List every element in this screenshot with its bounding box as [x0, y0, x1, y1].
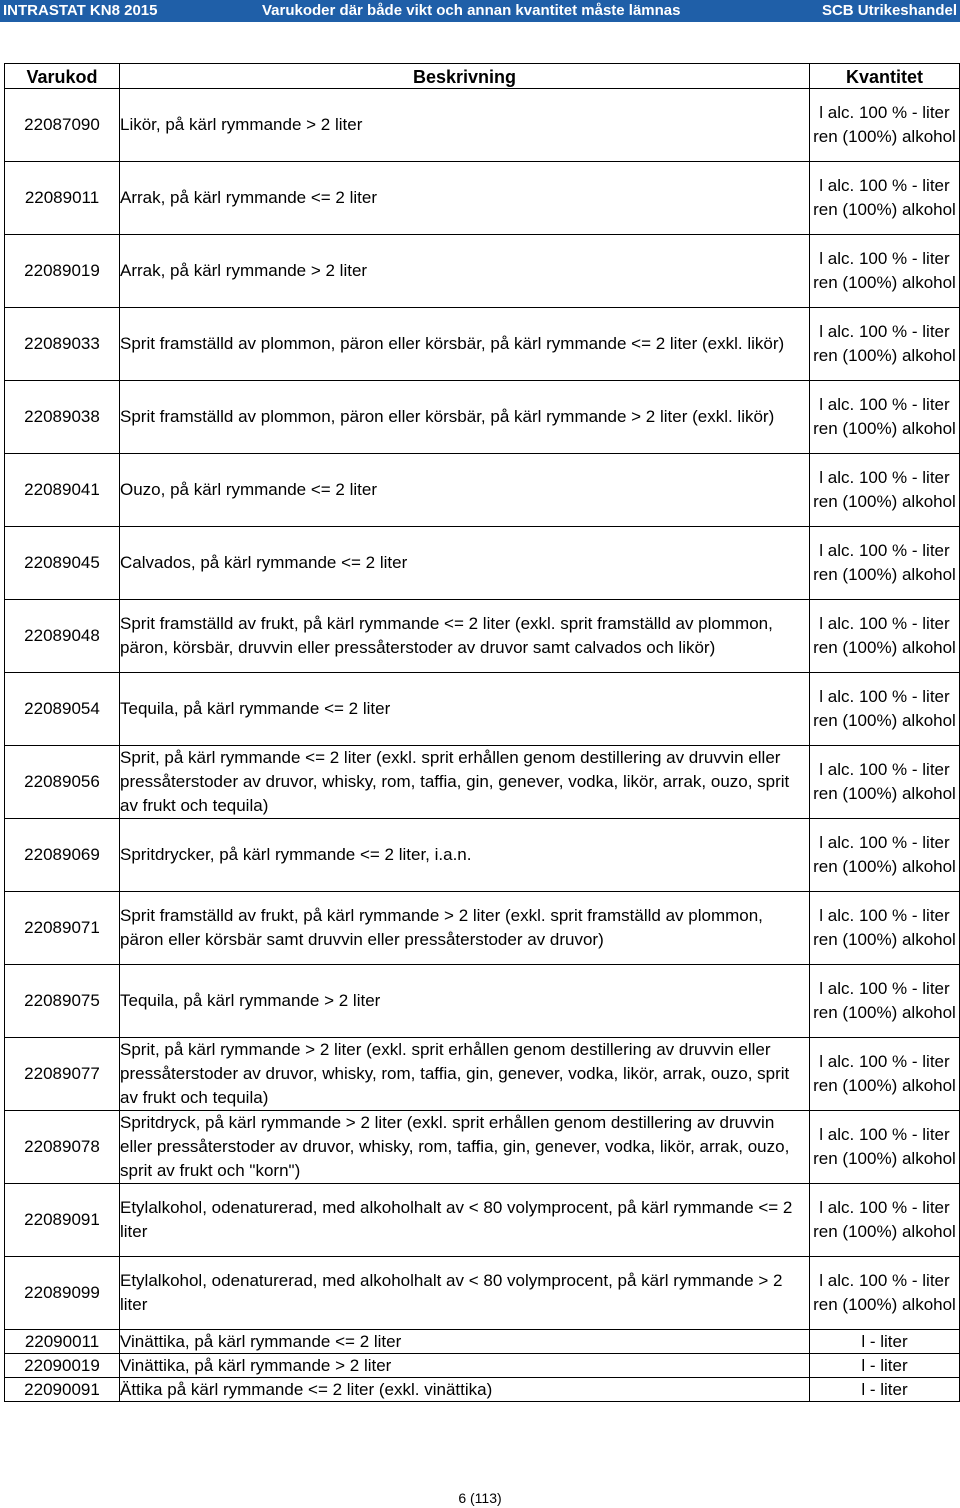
- row-quantity-unit: l alc. 100 % - liter ren (100%) alkohol: [810, 1038, 960, 1111]
- row-description: Likör, på kärl rymmande > 2 liter: [120, 89, 810, 162]
- table-row: [5, 454, 960, 527]
- header-right-title: SCB Utrikeshandel: [821, 2, 957, 19]
- column-header-kvantitet: Kvantitet: [810, 64, 960, 89]
- row-description: Sprit framställd av plommon, päron eller körsbär, på kärl rymmande > 2 liter (exkl. likör): [120, 381, 810, 454]
- row-code: 22089071: [5, 892, 120, 965]
- table-header-row: [5, 64, 960, 89]
- row-quantity-unit: l alc. 100 % - liter ren (100%) alkohol: [810, 308, 960, 381]
- row-code: 22087090: [5, 89, 120, 162]
- table-row: [5, 1038, 960, 1111]
- row-description: Tequila, på kärl rymmande > 2 liter: [120, 965, 810, 1038]
- table-row: [5, 308, 960, 381]
- column-header-beskrivning: Beskrivning: [120, 64, 810, 89]
- row-description: Arrak, på kärl rymmande <= 2 liter: [120, 162, 810, 235]
- row-quantity-unit: l - liter: [810, 1378, 960, 1402]
- row-code: 22089099: [5, 1257, 120, 1330]
- row-description: Etylalkohol, odenaturerad, med alkoholhalt av < 80 volymprocent, på kärl rymmande > 2 liter: [120, 1257, 810, 1330]
- row-quantity-unit: l alc. 100 % - liter ren (100%) alkohol: [810, 162, 960, 235]
- table-row: [5, 162, 960, 235]
- row-quantity-unit: l alc. 100 % - liter ren (100%) alkohol: [810, 527, 960, 600]
- table-row: [5, 892, 960, 965]
- row-code: 22089069: [5, 819, 120, 892]
- row-code: 22089041: [5, 454, 120, 527]
- table-row: [5, 673, 960, 746]
- row-description: Arrak, på kärl rymmande > 2 liter: [120, 235, 810, 308]
- row-code: 22089091: [5, 1184, 120, 1257]
- row-quantity-unit: l alc. 100 % - liter ren (100%) alkohol: [810, 892, 960, 965]
- row-description: Sprit framställd av frukt, på kärl rymmande > 2 liter (exkl. sprit framställd av plommon, päron eller körsbär samt druvvin eller pressåterstoder av druvor): [120, 892, 810, 965]
- row-quantity-unit: l alc. 100 % - liter ren (100%) alkohol: [810, 673, 960, 746]
- table-row: [5, 381, 960, 454]
- row-code: 22089033: [5, 308, 120, 381]
- commodity-code-table: [4, 63, 960, 1402]
- row-description: Vinättika, på kärl rymmande <= 2 liter: [120, 1330, 810, 1354]
- table-row: [5, 527, 960, 600]
- row-quantity-unit: l alc. 100 % - liter ren (100%) alkohol: [810, 746, 960, 819]
- table-row: [5, 89, 960, 162]
- row-code: 22089011: [5, 162, 120, 235]
- table-row: [5, 819, 960, 892]
- row-quantity-unit: l - liter: [810, 1354, 960, 1378]
- row-description: Etylalkohol, odenaturerad, med alkoholhalt av < 80 volymprocent, på kärl rymmande <= 2 liter: [120, 1184, 810, 1257]
- row-description: Tequila, på kärl rymmande <= 2 liter: [120, 673, 810, 746]
- row-quantity-unit: l alc. 100 % - liter ren (100%) alkohol: [810, 1257, 960, 1330]
- table-row: [5, 1257, 960, 1330]
- table-row: [5, 1378, 960, 1402]
- row-description: Sprit, på kärl rymmande > 2 liter (exkl. sprit erhållen genom destillering av druvvin eller pressåterstoder av druvor, whisky, rom, taffia, gin, genever, vodka, likör, arrak, ouzo, sprit av frukt och tequila): [120, 1038, 810, 1111]
- row-quantity-unit: l alc. 100 % - liter ren (100%) alkohol: [810, 454, 960, 527]
- row-quantity-unit: l alc. 100 % - liter ren (100%) alkohol: [810, 381, 960, 454]
- row-code: 22090011: [5, 1330, 120, 1354]
- table-row: [5, 1330, 960, 1354]
- table-row: [5, 1111, 960, 1184]
- row-description: Sprit framställd av frukt, på kärl rymmande <= 2 liter (exkl. sprit framställd av plommon, päron, körsbär, druvvin eller pressåterstoder av druvor samt calvados och likör): [120, 600, 810, 673]
- row-description: Sprit framställd av plommon, päron eller körsbär, på kärl rymmande <= 2 liter (exkl. likör): [120, 308, 810, 381]
- table-row: [5, 965, 960, 1038]
- row-code: 22089078: [5, 1111, 120, 1184]
- row-quantity-unit: l alc. 100 % - liter ren (100%) alkohol: [810, 89, 960, 162]
- row-code: 22090091: [5, 1378, 120, 1402]
- header-left-title: INTRASTAT KN8 2015: [3, 2, 158, 19]
- row-code: 22089077: [5, 1038, 120, 1111]
- row-quantity-unit: l - liter: [810, 1330, 960, 1354]
- row-code: 22089056: [5, 746, 120, 819]
- row-code: 22089054: [5, 673, 120, 746]
- row-code: 22089038: [5, 381, 120, 454]
- header-center-title: Varukoder där både vikt och annan kvantitet måste lämnas: [262, 2, 681, 19]
- row-code: 22089045: [5, 527, 120, 600]
- row-description: Sprit, på kärl rymmande <= 2 liter (exkl. sprit erhållen genom destillering av druvvin eller pressåterstoder av druvor, whisky, rom, taffia, gin, genever, vodka, likör, arrak, ouzo, sprit av frukt och tequila): [120, 746, 810, 819]
- row-quantity-unit: l alc. 100 % - liter ren (100%) alkohol: [810, 965, 960, 1038]
- row-quantity-unit: l alc. 100 % - liter ren (100%) alkohol: [810, 235, 960, 308]
- table-row: [5, 1354, 960, 1378]
- column-header-varukod: Varukod: [5, 64, 120, 89]
- row-description: Ättika på kärl rymmande <= 2 liter (exkl. vinättika): [120, 1378, 810, 1402]
- table-row: [5, 235, 960, 308]
- row-quantity-unit: l alc. 100 % - liter ren (100%) alkohol: [810, 1111, 960, 1184]
- row-description: Spritdryck, på kärl rymmande > 2 liter (exkl. sprit erhållen genom destillering av druvvin eller pressåterstoder av druvor, whisky, rom, taffia, gin, genever, vodka, likör, arrak, ouzo, sprit av frukt och "korn"): [120, 1111, 810, 1184]
- row-quantity-unit: l alc. 100 % - liter ren (100%) alkohol: [810, 600, 960, 673]
- table-row: [5, 746, 960, 819]
- header-bar: [0, 0, 960, 22]
- table-row: [5, 600, 960, 673]
- row-description: Ouzo, på kärl rymmande <= 2 liter: [120, 454, 810, 527]
- row-code: 22089075: [5, 965, 120, 1038]
- row-description: Calvados, på kärl rymmande <= 2 liter: [120, 527, 810, 600]
- row-description: Spritdrycker, på kärl rymmande <= 2 liter, i.a.n.: [120, 819, 810, 892]
- row-code: 22090019: [5, 1354, 120, 1378]
- table-body: [5, 89, 960, 1402]
- row-code: 22089048: [5, 600, 120, 673]
- page-number: 6 (113): [458, 1490, 502, 1506]
- row-code: 22089019: [5, 235, 120, 308]
- table-row: [5, 1184, 960, 1257]
- row-quantity-unit: l alc. 100 % - liter ren (100%) alkohol: [810, 819, 960, 892]
- row-quantity-unit: l alc. 100 % - liter ren (100%) alkohol: [810, 1184, 960, 1257]
- row-description: Vinättika, på kärl rymmande > 2 liter: [120, 1354, 810, 1378]
